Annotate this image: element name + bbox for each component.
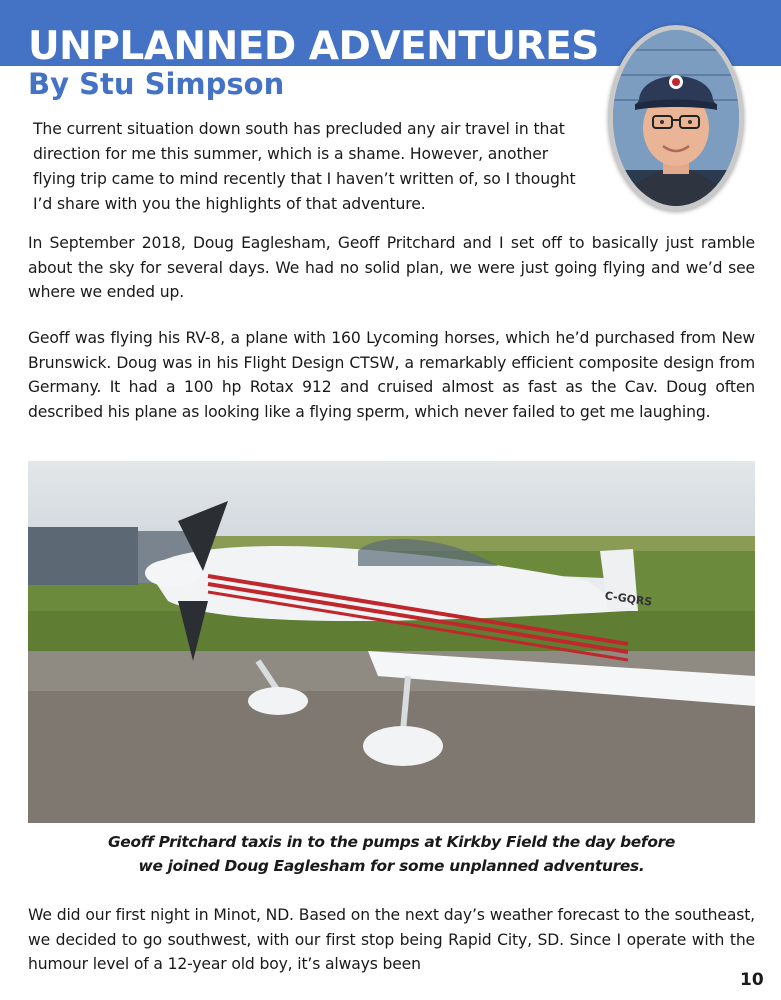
photo-caption <box>28 830 755 878</box>
intro-paragraph: The current situation down south has precluded any air travel in that direction for me this summer, which is a shame. However, another flying trip came to mind recently that I haven’t written of, so I thought I’d share with you the highlights of that adventure. <box>33 120 576 213</box>
aircraft-registration: C-GQRS <box>604 589 654 609</box>
author-byline: By Stu Simpson <box>28 67 285 101</box>
caption-line-1: Geoff Pritchard taxis in to the pumps at Kirkby Field the day before <box>107 833 676 851</box>
portrait-icon <box>613 30 739 206</box>
paragraph-2: Geoff was flying his RV-8, a plane with 160 Lycoming horses, which he’d purchased from New Brunswick. Doug was in his Flight Design CTSW, a remarkably efficient composite design from Germany. It had a 100 hp Rotax 912 and cruised almost as fast as the Cav. Doug often described his plane as looking like a flying sperm, which never failed to get me laughing. <box>28 329 755 421</box>
author-portrait <box>608 25 744 211</box>
paragraph-1: In September 2018, Doug Eaglesham, Geoff Pritchard and I set off to basically just ramble about the sky for several days. We had no solid plan, we were just going flying and we’d see where we ended up. <box>28 234 755 301</box>
paragraph-3: We did our first night in Minot, ND. Based on the next day’s weather forecast to the southeast, we decided to go southwest, with our first stop being Rapid City, SD. Since I operate with the humour level of a 12-year old boy, it’s always been <box>28 906 755 973</box>
airplane-photo-icon <box>28 461 755 823</box>
airplane-photo <box>28 461 755 823</box>
article-title: UNPLANNED ADVENTURES <box>28 24 599 69</box>
page-number: 10 <box>740 970 764 990</box>
caption-line-2: we joined Doug Eaglesham for some unplanned adventures. <box>138 857 645 875</box>
